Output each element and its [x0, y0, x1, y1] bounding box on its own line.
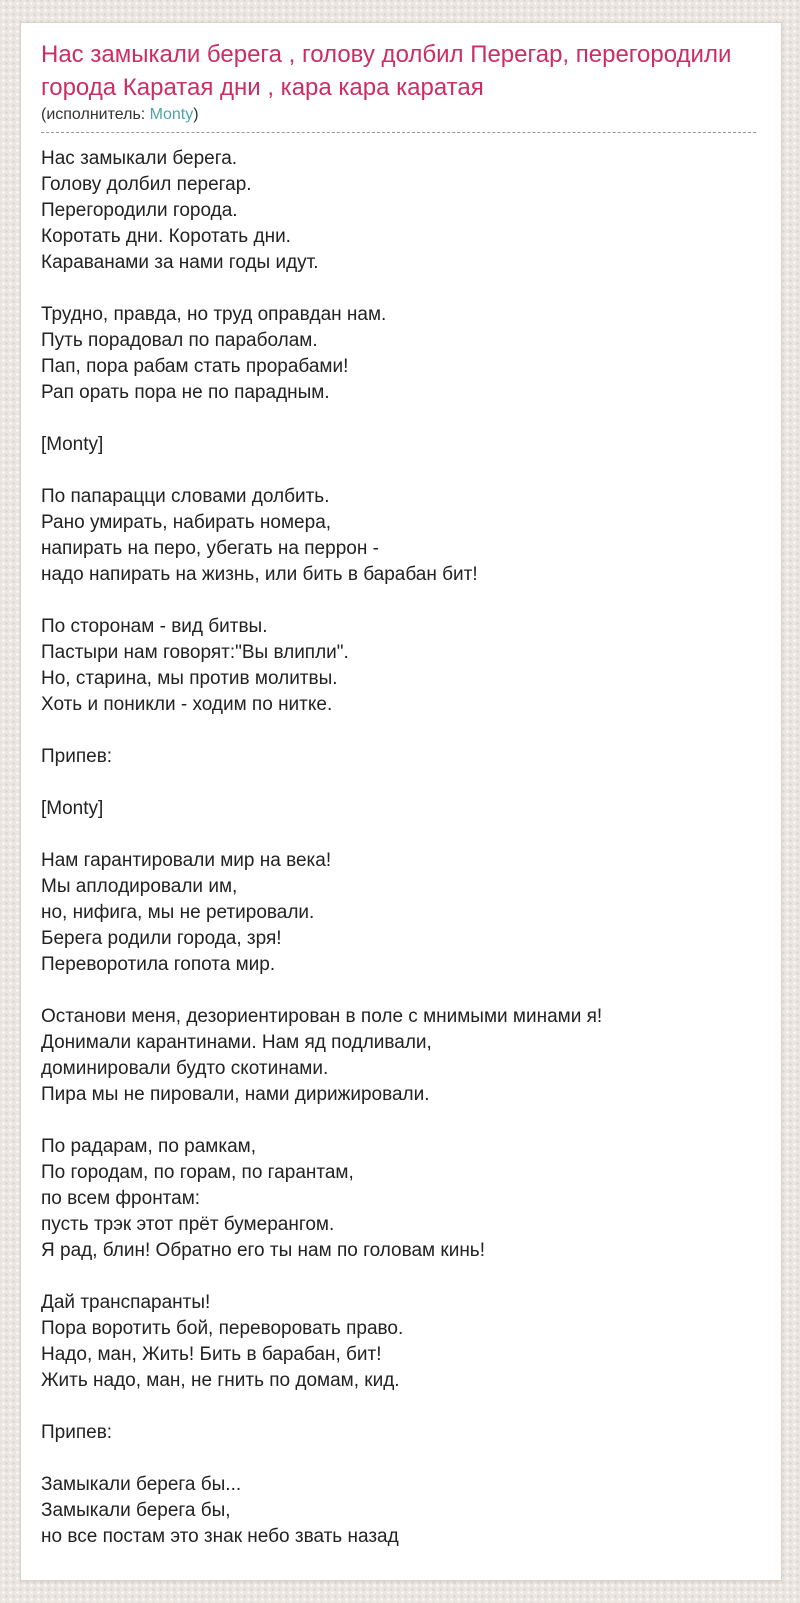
- lyric-line: Рано умирать, набирать номера,: [41, 512, 332, 533]
- lyric-line: но все постам это знак небо звать назад: [41, 1526, 399, 1547]
- lyric-line: По городам, по горам, по гарантам,: [41, 1162, 354, 1183]
- lyric-line: доминировали будто скотинами.: [41, 1058, 329, 1079]
- lyric-line: Мы аплодировали им,: [41, 876, 238, 897]
- lyric-line: Берега родили города, зря!: [41, 928, 282, 949]
- artist-line: [41, 104, 756, 133]
- lyric-line: Надо, ман, Жить! Бить в барабан, бит!: [41, 1344, 382, 1365]
- lyric-line: Рап орать пора не по парадным.: [41, 382, 330, 403]
- lyric-line: Перегородили города.: [41, 200, 238, 221]
- lyric-line: Жить надо, ман, не гнить по домам, кид.: [41, 1370, 400, 1391]
- lyric-line: [41, 978, 756, 1004]
- lyric-line: По радарам, по рамкам,: [41, 1136, 257, 1157]
- lyric-line: [41, 1394, 756, 1420]
- lyric-line: Путь порадовал по параболам.: [41, 330, 318, 351]
- lyric-line: По папарацци словами долбить.: [41, 486, 330, 507]
- lyrics-text: [41, 146, 756, 1550]
- lyric-line: [41, 1264, 756, 1290]
- lyric-line: Пастыри нам говорят:"Вы влипли".: [41, 642, 349, 663]
- lyric-line: [41, 276, 756, 302]
- lyric-line: [41, 588, 756, 614]
- lyric-line: Припев:: [41, 746, 113, 767]
- lyric-line: Пора воротить бой, переворовать право.: [41, 1318, 404, 1339]
- lyric-line: [Monty]: [41, 434, 104, 455]
- lyric-line: по всем фронтам:: [41, 1188, 201, 1209]
- lyric-line: Но, старина, мы против молитвы.: [41, 668, 338, 689]
- lyric-line: Голову долбил перегар.: [41, 174, 252, 195]
- lyric-line: Пира мы не пировали, нами дирижировали.: [41, 1084, 430, 1105]
- artist-label: (исполнитель:: [41, 106, 150, 123]
- lyric-line: Нам гарантировали мир на века!: [41, 850, 332, 871]
- lyric-line: Замыкали берега бы...: [41, 1474, 242, 1495]
- lyric-line: [41, 1108, 756, 1134]
- artist-link[interactable]: Monty: [149, 106, 194, 123]
- lyric-line: [41, 458, 756, 484]
- lyric-line: Караванами за нами годы идут.: [41, 252, 319, 273]
- lyric-line: Дай транспаранты!: [41, 1292, 211, 1313]
- lyrics-card: [20, 22, 782, 1581]
- lyric-line: По сторонам - вид битвы.: [41, 616, 268, 637]
- lyric-line: Донимали карантинами. Нам яд подливали,: [41, 1032, 432, 1053]
- lyric-line: Замыкали берега бы,: [41, 1500, 231, 1521]
- lyric-line: надо напирать на жизнь, или бить в барабан бит!: [41, 564, 478, 585]
- lyric-line: Останови меня, дезориентирован в поле с мнимыми минами я!: [41, 1006, 603, 1027]
- lyric-line: Переворотила гопота мир.: [41, 954, 276, 975]
- lyric-line: Хоть и поникли - ходим по нитке.: [41, 694, 333, 715]
- lyric-line: Я рад, блин! Обратно его ты нам по головам кинь!: [41, 1240, 485, 1261]
- lyric-line: но, нифига, мы не ретировали.: [41, 902, 315, 923]
- lyric-line: Коротать дни. Коротать дни.: [41, 226, 291, 247]
- lyric-line: напирать на перо, убегать на перрон -: [41, 538, 379, 559]
- lyric-line: пусть трэк этот прёт бумерангом.: [41, 1214, 335, 1235]
- lyric-line: Нас замыкали берега.: [41, 148, 238, 169]
- lyric-line: [Monty]: [41, 798, 104, 819]
- lyric-line: Пап, пора рабам стать прорабами!: [41, 356, 349, 377]
- lyric-line: [41, 1446, 756, 1472]
- lyric-line: Припев:: [41, 1422, 113, 1443]
- lyric-line: [41, 718, 756, 744]
- song-title: Нас замыкали берега , голову долбил Перегар, перегородили города Каратая дни , кара кара каратая: [41, 41, 732, 101]
- lyric-line: [41, 770, 756, 796]
- lyric-line: [41, 406, 756, 432]
- artist-label-close: ): [193, 106, 199, 123]
- lyric-line: Трудно, правда, но труд оправдан нам.: [41, 304, 387, 325]
- lyric-line: [41, 822, 756, 848]
